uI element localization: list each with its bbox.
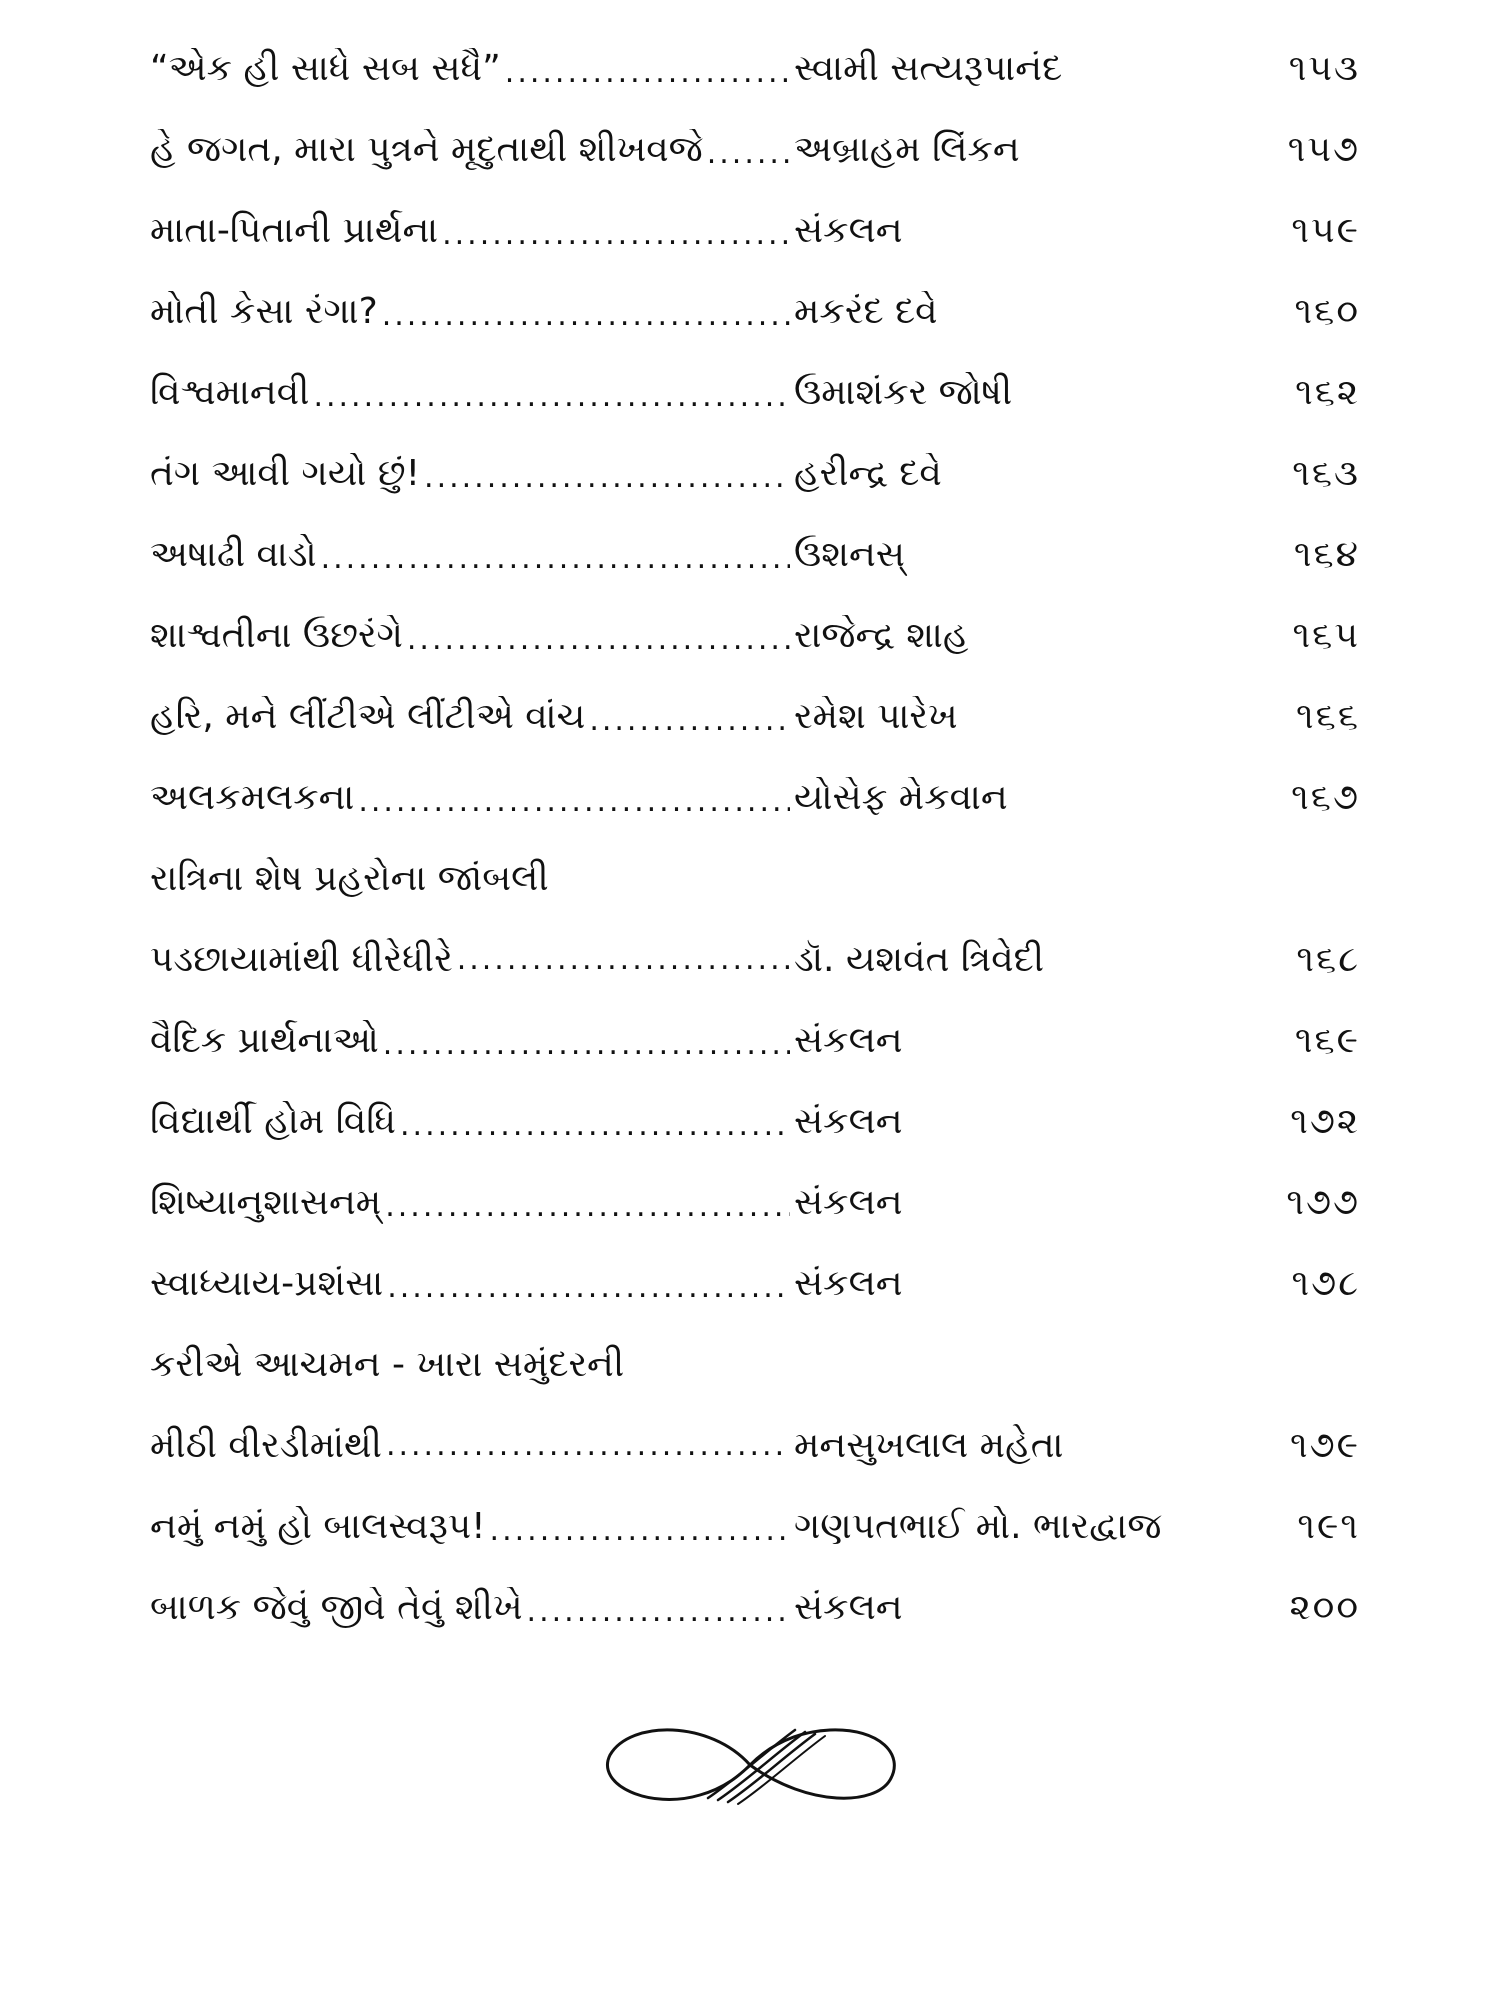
toc-entry <box>150 757 1360 838</box>
entry-author: સંકલન <box>794 1262 903 1304</box>
entry-author: ઉશનસ્ <box>794 533 905 575</box>
toc-entry <box>150 1324 1360 1486</box>
dot-leader <box>382 298 790 333</box>
entry-title: વિશ્વમાનવી <box>150 371 310 413</box>
entry-page-number: ૧૭૯ <box>1290 1425 1360 1466</box>
entry-author: સંકલન <box>794 1181 903 1223</box>
dot-leader <box>457 919 790 1000</box>
dot-leader <box>321 541 790 576</box>
entry-title-continued: પડછાયામાંથી ધીરેધીરે <box>150 939 453 980</box>
entry-author: ડૉ. યશવંત ત્રિવેદી <box>794 939 1045 980</box>
entry-page-number: ૧૬૬ <box>1296 695 1360 737</box>
toc-entry <box>150 1081 1360 1162</box>
entry-title: શિષ્યાનુશાસનમ્ <box>150 1181 382 1223</box>
entry-page-number: ૧૬૨ <box>1295 371 1360 413</box>
dot-leader <box>313 379 790 414</box>
entry-author: રમેશ પારેખ <box>794 695 958 737</box>
entry-title: કરીએ આચમન - ખારા સમુંદરની <box>150 1344 625 1385</box>
entry-author: મકરંદ દવે <box>794 290 938 332</box>
toc-entry <box>150 190 1360 271</box>
entry-page-number: ૧૬૦ <box>1294 290 1360 332</box>
entry-author: સ્વામી સત્યરૂપાનંદ <box>794 47 1063 89</box>
entry-author: હરીન્દ્ર દવે <box>794 452 942 494</box>
entry-page-number: ૧૬૯ <box>1294 1019 1360 1061</box>
entry-page-number: ૧૭૭ <box>1286 1181 1360 1223</box>
entry-title: માતા-પિતાની પ્રાર્થના <box>150 209 439 251</box>
toc-entry <box>150 595 1360 676</box>
entry-title: બાળક જેવું જીવે તેવું શીખે <box>150 1586 523 1628</box>
dot-leader <box>407 622 790 657</box>
dot-leader <box>424 460 790 495</box>
entry-author: સંકલન <box>794 1586 903 1628</box>
entry-page-number: ૧૬૭ <box>1291 776 1360 818</box>
entry-title: અલકમલકના <box>150 776 355 818</box>
entry-page-number: ૧૭૨ <box>1290 1100 1360 1142</box>
entry-page-number: ૧૬૪ <box>1293 533 1360 575</box>
dot-leader <box>358 784 790 819</box>
entry-author: સંકલન <box>794 1100 903 1142</box>
toc-entry <box>150 28 1360 109</box>
table-of-contents <box>150 28 1360 1648</box>
entry-page-number: ૧૫૯ <box>1291 209 1360 251</box>
toc-entry <box>150 352 1360 433</box>
entry-author: સંકલન <box>794 1019 903 1061</box>
entry-title: “એક હી સાધે સબ સધૈ” <box>150 47 501 89</box>
entry-page-number: ૧૬૫ <box>1292 614 1360 656</box>
dot-leader <box>383 1027 790 1062</box>
toc-entry <box>150 271 1360 352</box>
infinity-flourish-icon <box>590 1710 910 1820</box>
toc-entry <box>150 109 1360 190</box>
dot-leader <box>707 136 790 171</box>
entry-author: રાજેન્દ્ર શાહ <box>794 614 969 656</box>
entry-title: વિદ્યાર્થી હોમ વિધિ <box>150 1100 397 1142</box>
entry-title: વૈદિક પ્રાર્થનાઓ <box>150 1019 379 1061</box>
toc-entry <box>150 838 1360 1000</box>
toc-entry <box>150 1567 1360 1648</box>
entry-author: યોસેફ મેકવાન <box>794 776 1008 818</box>
toc-entry <box>150 433 1360 514</box>
entry-author: ઉમાશંકર જોષી <box>794 371 1013 413</box>
toc-entry <box>150 514 1360 595</box>
entry-title-continued: મીઠી વીરડીમાંથી <box>150 1425 382 1466</box>
dot-leader <box>442 217 790 252</box>
entry-title: તંગ આવી ગયો છું! <box>150 452 421 494</box>
toc-entry <box>150 1000 1360 1081</box>
entry-title: શાશ્વતીના ઉછરંગે <box>150 614 403 656</box>
entry-author: ગણપતભાઈ મો. ભારદ્વાજ <box>794 1505 1162 1547</box>
dot-leader <box>490 1513 790 1548</box>
dot-leader <box>386 1405 790 1486</box>
dot-leader <box>589 703 790 738</box>
dot-leader <box>527 1594 790 1629</box>
toc-entry <box>150 676 1360 757</box>
dot-leader <box>505 55 790 90</box>
entry-author: સંકલન <box>794 209 903 251</box>
entry-page-number: ૧૫૩ <box>1288 47 1360 89</box>
toc-entry <box>150 1486 1360 1567</box>
entry-page-number: ૧૯૧ <box>1297 1505 1360 1547</box>
toc-entry <box>150 1243 1360 1324</box>
toc-entry <box>150 1162 1360 1243</box>
entry-title: સ્વાધ્યાય-પ્રશંસા <box>150 1262 384 1304</box>
dot-leader <box>387 1270 790 1305</box>
entry-title: મોતી કેસા રંગા? <box>150 290 378 332</box>
entry-page-number: ૧૬૮ <box>1296 939 1360 980</box>
entry-author: અબ્રાહમ લિંકન <box>794 128 1020 170</box>
entry-page-number: ૨૦૦ <box>1289 1586 1360 1628</box>
entry-title: અષાઢી વાડો <box>150 533 317 575</box>
entry-title: હે જગત, મારા પુત્રને મૃદુતાથી શીખવજે <box>150 128 703 170</box>
entry-title: રાત્રિના શેષ પ્રહરોના જાંબલી <box>150 858 549 899</box>
entry-page-number: ૧૫૭ <box>1287 128 1360 170</box>
entry-page-number: ૧૭૮ <box>1291 1262 1360 1304</box>
entry-page-number: ૧૬૩ <box>1292 452 1360 494</box>
dot-leader <box>400 1108 790 1143</box>
entry-title: હરિ, મને લીંટીએ લીંટીએ વાંચ <box>150 695 586 737</box>
entry-title: નમું નમું હો બાલસ્વરૂપ! <box>150 1505 486 1547</box>
dot-leader <box>385 1189 790 1224</box>
entry-author: મનસુખલાલ મહેતા <box>794 1425 1064 1466</box>
